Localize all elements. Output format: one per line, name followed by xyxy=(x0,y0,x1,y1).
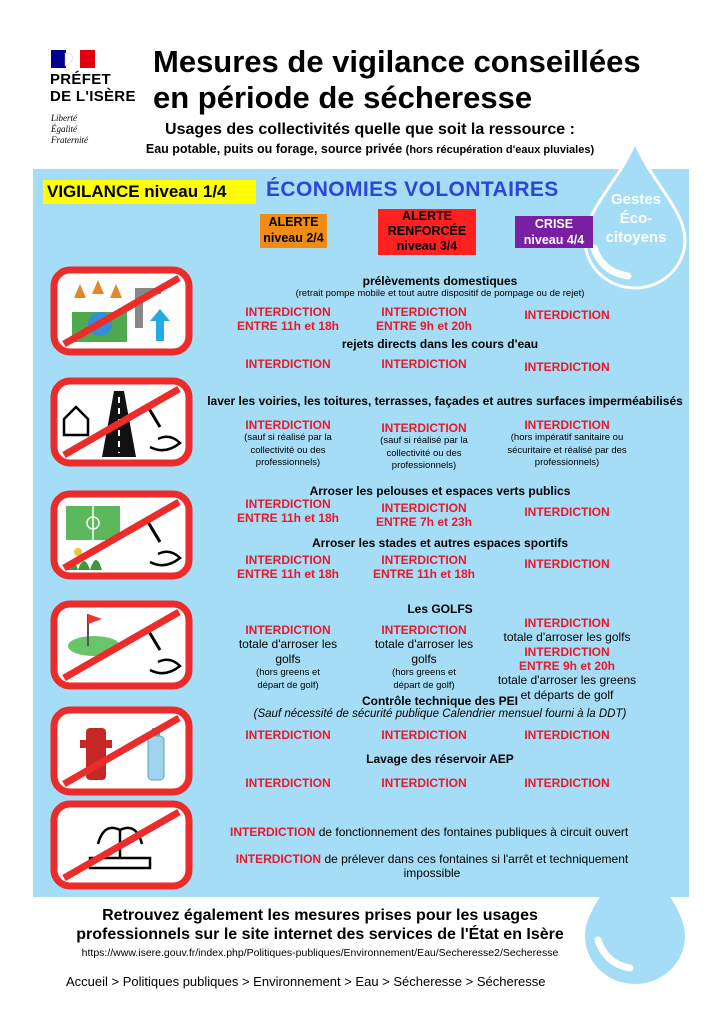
no-watering-lawns-icon xyxy=(50,490,193,580)
aep-crise: INTERDICTION xyxy=(524,776,610,790)
pei-renforcee: INTERDICTION xyxy=(381,728,467,742)
stades-title: Arroser les stades et autres espaces sportifs xyxy=(311,536,569,550)
footer-url-link[interactable]: https://www.isere.gouv.fr/index.php/Politiques-publiques/Environnement/Eau/Secheresse2/Secheresse xyxy=(81,947,559,959)
golfs-title: Les GOLFS xyxy=(407,602,473,616)
aep-renforcee: INTERDICTION xyxy=(381,776,467,790)
rejets-alerte: INTERDICTION xyxy=(245,357,331,371)
republic-motto: Liberté Égalité Fraternité xyxy=(51,113,88,145)
voiries-alerte: INTERDICTION (sauf si réalisé par la collectivité ou des professionnels) xyxy=(244,418,332,468)
golfs-renforcee: INTERDICTION totale d'arroser les golfs (hors greens et départ de golf) xyxy=(374,623,474,691)
economies-volontaires-label: ÉCONOMIES VOLONTAIRES xyxy=(266,178,559,201)
rejets-crise: INTERDICTION xyxy=(524,360,610,374)
stades-alerte: INTERDICTION ENTRE 11h et 18h xyxy=(236,553,340,581)
pei-note: (Sauf nécessité de sécurité publique Calendrier mensuel fourni à la DDT) xyxy=(253,708,627,720)
pei-alerte: INTERDICTION xyxy=(245,728,331,742)
prefet-logo-text: PRÉFET DE L'ISÈRE xyxy=(50,71,136,105)
stades-renforcee: INTERDICTION ENTRE 11h et 18h xyxy=(372,553,476,581)
rejets-title: rejets directs dans les cours d'eau xyxy=(341,337,539,351)
page-title: Mesures de vigilance conseillées en période de sécheresse xyxy=(153,44,641,115)
crise-level-label: CRISE niveau 4/4 xyxy=(515,216,593,248)
pelouses-alerte: INTERDICTION ENTRE 11h et 18h xyxy=(236,497,340,525)
gestes-eco-citoyens: Gestes Éco- citoyens xyxy=(605,191,667,246)
rejets-renforcee: INTERDICTION xyxy=(381,357,467,371)
marianne-flag-logo xyxy=(51,50,95,68)
alerte-level-label: ALERTE niveau 2/4 xyxy=(260,214,327,248)
fontaines-rule-2: INTERDICTION de prélever dans ces fontaines si l'arrêt et techniquement impossible xyxy=(235,852,629,880)
footer-breadcrumb: Accueil > Politiques publiques > Environnement > Eau > Sécheresse > Sécheresse xyxy=(66,974,546,989)
voiries-crise: INTERDICTION (hors impératif sanitaire ou sécuritaire et réalisé par des professionnels) xyxy=(507,418,627,468)
pelouses-crise: INTERDICTION xyxy=(524,505,610,519)
prelevements-alerte: INTERDICTION ENTRE 11h et 18h xyxy=(236,305,340,333)
golfs-crise: INTERDICTION totale d'arroser les golfs INTERDICTION ENTRE 9h et 20h totale d'arroser les greens et départs de golf xyxy=(497,616,637,702)
prelevements-title: prélèvements domestiques xyxy=(362,274,518,288)
prelevements-renforcee: INTERDICTION ENTRE 9h et 20h xyxy=(375,305,473,333)
prelevements-note: (retrait pompe mobile et tout autre dispositif de pompage ou de rejet) xyxy=(295,288,585,299)
voiries-title: laver les voiries, les toitures, terrasses, façades et autres surfaces imperméabilisés xyxy=(207,394,683,408)
pelouses-title: Arroser les pelouses et espaces verts publics xyxy=(309,484,571,498)
vigilance-level-label: VIGILANCE niveau 1/4 xyxy=(43,180,256,204)
fontaines-rule-1: INTERDICTION de fonctionnement des fontaines publiques à circuit ouvert xyxy=(230,825,629,839)
no-fountain-icon xyxy=(50,800,193,890)
subtitle-resources: Eau potable, puits ou forage, source privée (hors récupération d'eaux pluviales) xyxy=(145,142,595,156)
prelevements-crise: INTERDICTION xyxy=(524,308,610,322)
voiries-renforcee: INTERDICTION (sauf si réalisé par la collectivité ou des professionnels) xyxy=(380,421,468,471)
pei-crise: INTERDICTION xyxy=(524,728,610,742)
aep-title: Lavage des réservoir AEP xyxy=(366,752,514,766)
alerte-renforcee-level-label: ALERTE RENFORCÉE niveau 3/4 xyxy=(378,209,476,255)
subtitle: Usages des collectivités quelle que soit la ressource : xyxy=(165,121,575,138)
no-pumping-icon xyxy=(50,266,193,356)
pei-title: Contrôle technique des PEI xyxy=(361,694,519,708)
no-watering-golf-icon xyxy=(50,600,193,690)
stades-crise: INTERDICTION xyxy=(524,557,610,571)
no-washing-roads-icon xyxy=(50,377,193,467)
no-hydrant-water-icon xyxy=(50,706,193,796)
aep-alerte: INTERDICTION xyxy=(245,776,331,790)
golfs-alerte: INTERDICTION totale d'arroser les golfs (hors greens et départ de golf) xyxy=(238,623,338,691)
footer-message: Retrouvez également les mesures prises pour les usages professionnels sur le site internet des services de l'État en Isère xyxy=(76,907,564,943)
pelouses-renforcee: INTERDICTION ENTRE 7h et 23h xyxy=(375,501,473,529)
